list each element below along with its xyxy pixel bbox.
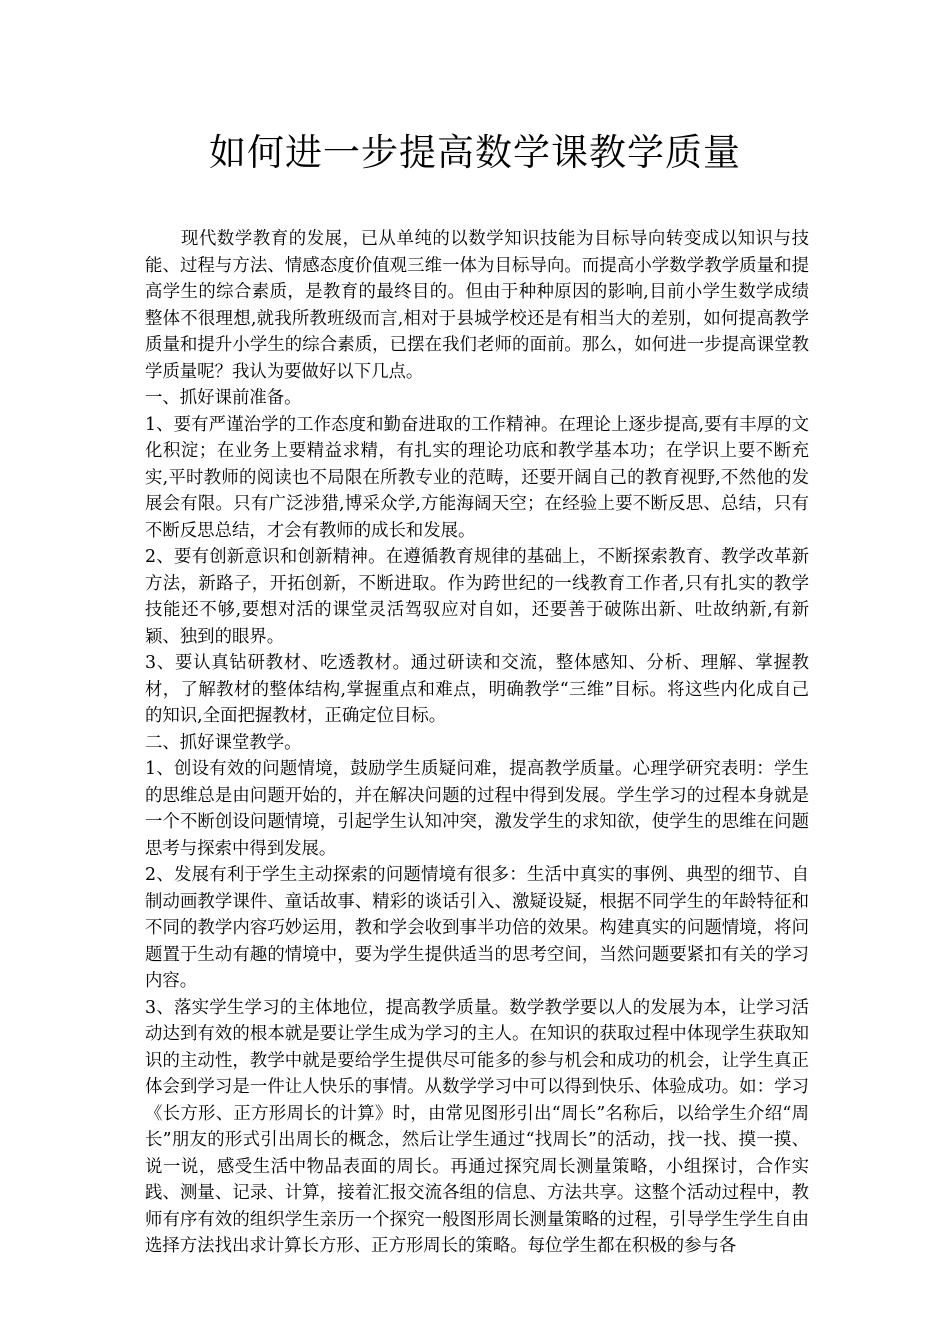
- section-1-item-3: 3、要认真钻研教材、吃透教材。通过研读和交流，整体感知、分析、理解、掌握教材，了解教材的整体结构,掌握重点和难点，明确教学“三维”目标。将这些内化成自己的知识,全面把握教材，正确定位目标。: [145, 653, 809, 726]
- document-title: 如何进一步提高数学课教学质量: [209, 131, 741, 174]
- document-body: [145, 226, 809, 1260]
- section-1-item-2: 2、要有创新意识和创新精神。在遵循教育规律的基础上，不断探索教育、教学改革新方法，新路子，开拓创新，不断进取。作为跨世纪的一线教育工作者,只有扎实的教学技能还不够,要想对活的课堂灵活驾驭应对自如，还要善于破陈出新、吐故纳新,有新颖、独到的眼界。: [145, 547, 809, 647]
- section-2-item-2: 2、发展有利于学生主动探索的问题情境有很多：生活中真实的事例、典型的细节、自制动画教学课件、童话故事、精彩的谈话引入、激疑设疑，根据不同学生的年龄特征和不同的教学内容巧妙运用，教和学会收到事半功倍的效果。构建真实的问题情境，将问题置于生动有趣的情境中，要为学生提供适当的思考空间，当然问题要紧扣有关的学习内容。: [145, 865, 809, 991]
- section-heading-2: 二、抓好课堂教学。: [145, 732, 302, 753]
- section-2-item-3: 3、落实学生学习的主体地位，提高教学质量。数学教学要以人的发展为本，让学习活动达到有效的根本就是要让学生成为学习的主人。在知识的获取过程中体现学生获取知识的主动性，教学中就是要给学生提供尽可能多的参与机会和成功的机会，让学生真正体会到学习是一件让人快乐的事情。从数学学习中可以得到快乐、体验成功。如：学习《长方形、正方形周长的计算》时，由常见图形引出“周长”名称后，以给学生介绍“周长”朋友的形式引出周长的概念，然后让学生通过“找周长”的活动，找一找、摸一摸、说一说，感受生活中物品表面的周长。再通过探究周长测量策略，小组探讨，合作实践、测量、记录、计算，接着汇报交流各组的信息、方法共享。这整个活动过程中，教师有序有效的组织学生亲历一个探究一般图形周长测量策略的过程，引导学生学生自由选择方法找出求计算长方形、正方形周长的策略。每位学生都在积极的参与各: [145, 997, 809, 1256]
- section-1-item-1: 1、要有严谨治学的工作态度和勤奋进取的工作精神。在理论上逐步提高,要有丰厚的文化积淀；在业务上要精益求精，有扎实的理论功底和教学基本功；在学识上要不断充实,平时教师的阅读也不局限在所教专业的范畴，还要开阔自己的教育视野,不然他的发展会有限。只有广泛涉猎,博采众学,方能海阔天空；在经验上要不断反思、总结，只有不断反思总结，才会有教师的成长和发展。: [145, 414, 809, 541]
- section-2-item-1: 1、创设有效的问题情境，鼓励学生质疑问难，提高教学质量。心理学研究表明：学生的思维总是由问题开始的，并在解决问题的过程中得到发展。学生学习的过程本身就是一个不断创设问题情境，引起学生认知冲突，激发学生的求知欲，使学生的思维在问题思考与探索中得到发展。: [145, 759, 809, 859]
- intro-paragraph: 现代数学教育的发展，已从单纯的以数学知识技能为目标导向转变成以知识与技能、过程与方法、情感态度价值观三维一体为目标导向。而提高小学数学教学质量和提高学生的综合素质，是教育的最终目的。但由于种种原因的影响,目前小学生数学成绩整体不很理想,就我所教班级而言,相对于县城学校还是有相当大的差别，如何提高教学质量和提升小学生的综合素质，已摆在我们老师的面前。那么，如何进一步提高课堂教学质量呢？我认为要做好以下几点。: [145, 229, 809, 382]
- section-heading-1: 一、抓好课前准备。: [145, 388, 302, 408]
